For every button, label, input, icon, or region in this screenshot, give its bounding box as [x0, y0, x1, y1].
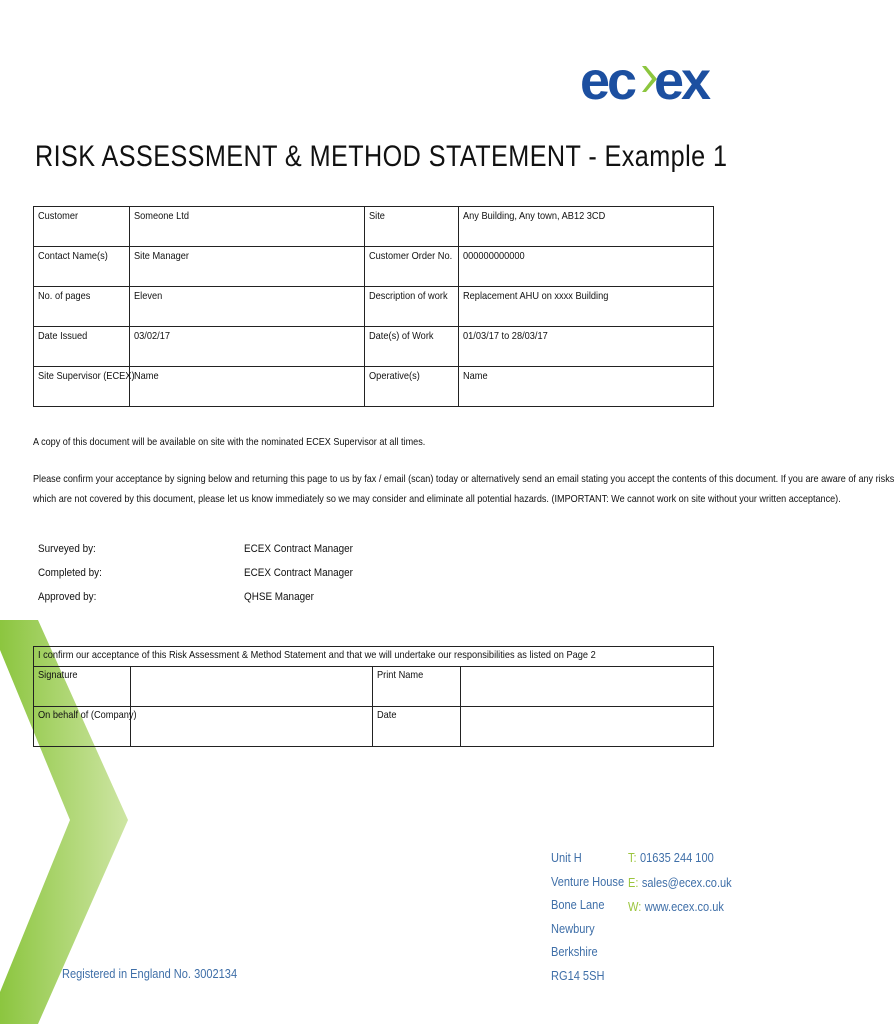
table-row	[34, 647, 714, 667]
label-cell: Operative(s)	[365, 367, 459, 407]
completed-by-role: ECEX Contract Manager	[244, 567, 353, 579]
contact-phone	[628, 846, 732, 871]
table-row	[34, 667, 714, 707]
value-cell: 01/03/17 to 28/03/17	[459, 327, 714, 367]
value-cell: Site Manager	[130, 247, 365, 287]
label-cell: No. of pages	[34, 287, 130, 327]
web-key: W:	[628, 899, 642, 914]
copy-note: A copy of this document will be available on site with the nominated ECEX Supervisor at all times.	[33, 436, 426, 448]
approved-by-label: Approved by:	[38, 591, 97, 603]
confirm-instructions-line-2: which are not covered by this document, please let us know immediately so we may consider and eliminate all potential hazards. (IMPORTANT: We cannot work on site without your written acceptance).	[33, 493, 841, 505]
label-cell: Date Issued	[34, 327, 130, 367]
registered-number: Registered in England No. 3002134	[62, 966, 238, 981]
table-row	[34, 247, 714, 287]
table-row	[34, 367, 714, 407]
label-cell: Customer Order No.	[365, 247, 459, 287]
label-cell: Description of work	[365, 287, 459, 327]
label-cell: Customer	[34, 207, 130, 247]
acceptance-table	[33, 646, 714, 747]
value-cell: Someone Ltd	[130, 207, 365, 247]
value-cell: Name	[130, 367, 365, 407]
logo-text-right: ex	[654, 51, 709, 111]
value-cell: Replacement AHU on xxxx Building	[459, 287, 714, 327]
address-line: Newbury	[551, 920, 595, 936]
phone-value: 01635 244 100	[640, 850, 714, 865]
document-title: RISK ASSESSMENT & METHOD STATEMENT - Example 1	[35, 140, 728, 173]
value-cell: Name	[459, 367, 714, 407]
date-field[interactable]	[461, 707, 714, 747]
table-row	[34, 287, 714, 327]
footer-contacts	[628, 846, 732, 920]
contact-email[interactable]	[628, 871, 732, 896]
address-line: Venture House	[551, 873, 625, 889]
acceptance-header: I confirm our acceptance of this Risk Assessment & Method Statement and that we will undertake our responsibilities as listed on Page 2	[34, 647, 714, 667]
email-value[interactable]: sales@ecex.co.uk	[641, 874, 732, 890]
footer-address	[551, 846, 624, 987]
print-name-field[interactable]	[461, 667, 714, 707]
confirm-instructions-line-1: Please confirm your acceptance by signing below and returning this page to us by fax / email (scan) today or alternatively send an email stating you accept the contents of this document. If you are aware of any risks	[33, 473, 894, 485]
table-row	[34, 707, 714, 747]
address-line: Unit H	[551, 850, 582, 865]
approved-by-role: QHSE Manager	[244, 591, 314, 603]
table-row	[34, 327, 714, 367]
on-behalf-field[interactable]	[131, 707, 373, 747]
value-cell: 000000000000	[459, 247, 714, 287]
email-key: E:	[628, 874, 639, 890]
logo-text-left: ec	[580, 51, 635, 111]
on-behalf-label: On behalf of (Company)	[34, 707, 131, 747]
ecex-logo	[580, 51, 714, 111]
label-cell: Site Supervisor (ECEX)	[34, 367, 130, 407]
address-line: Bone Lane	[551, 897, 605, 912]
web-value[interactable]: www.ecex.co.uk	[644, 899, 724, 914]
contact-web[interactable]	[628, 895, 732, 920]
address-line: RG14 5SH	[551, 967, 605, 983]
print-name-label: Print Name	[373, 667, 461, 707]
signature-label: Signature	[34, 667, 131, 707]
surveyed-by-role: ECEX Contract Manager	[244, 543, 353, 555]
info-table	[33, 206, 714, 407]
surveyed-by-label: Surveyed by:	[38, 543, 96, 555]
label-cell: Contact Name(s)	[34, 247, 130, 287]
value-cell: Eleven	[130, 287, 365, 327]
label-cell: Date(s) of Work	[365, 327, 459, 367]
completed-by-label: Completed by:	[38, 567, 102, 579]
address-line: Berkshire	[551, 944, 598, 959]
table-row	[34, 207, 714, 247]
phone-key: T:	[628, 850, 637, 865]
label-cell: Site	[365, 207, 459, 247]
date-label: Date	[373, 707, 461, 747]
signature-field[interactable]	[131, 667, 373, 707]
value-cell: 03/02/17	[130, 327, 365, 367]
value-cell: Any Building, Any town, AB12 3CD	[459, 207, 714, 247]
